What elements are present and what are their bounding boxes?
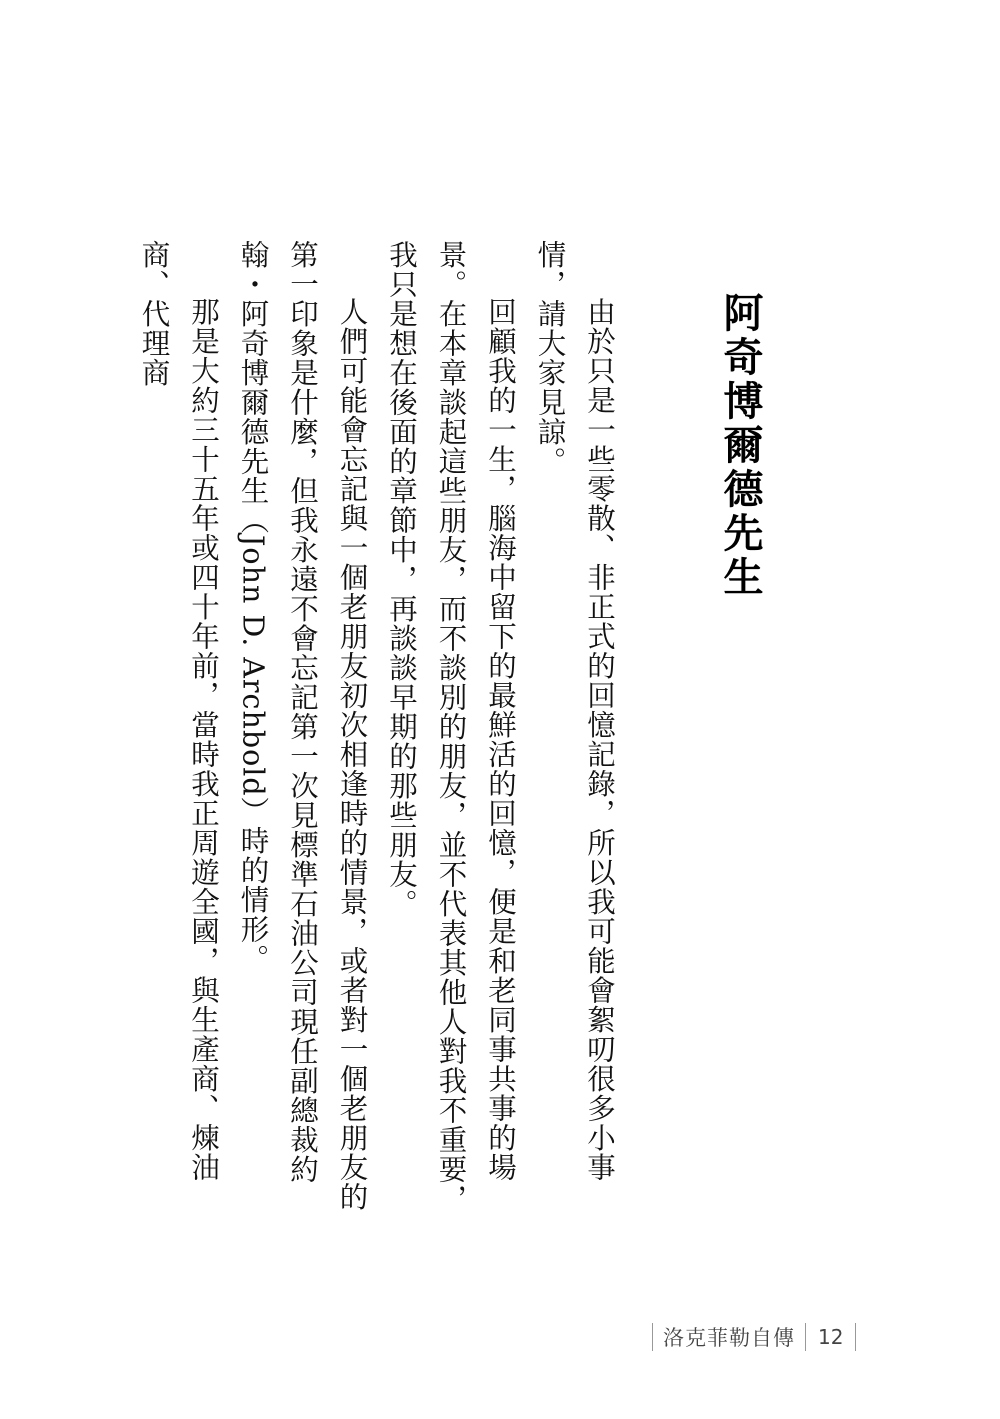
chapter-title: 阿奇博爾德先生 (717, 292, 763, 600)
paragraph-2: 回顧我的一生，腦海中留下的最鮮活的回憶，便是和老同事共事的場景。在本章談起這些朋友，而不談別的朋友，並不代表其他人對我不重要，我只是想在後面的章節中，再談談早期的那些朋友。 (385, 240, 517, 1214)
body-text (137, 240, 624, 1230)
running-footer (652, 1322, 856, 1352)
paragraph-4: 那是大約三十五年或四十年前，當時我正周遊全國，與生產商、煉油商、代理商 (137, 240, 220, 1182)
paragraph-3: 人們可能會忘記與一個老朋友初次相逢時的情景，或者對一個老朋友的第一印象是什麼，但我永遠不會忘記第一次見標準石油公司現任副總裁約翰・阿奇博爾德先生（John D. Archbold）時的情形。 (236, 240, 369, 1212)
paragraph-1: 由於只是一些零散、非正式的回憶記錄，所以我可能會絮叨很多小事情，請大家見諒。 (533, 240, 616, 1182)
page-number: 12 (818, 1325, 844, 1349)
footer-book-title: 洛克菲勒自傳 (663, 1326, 795, 1350)
footer-divider-right (855, 1323, 856, 1351)
